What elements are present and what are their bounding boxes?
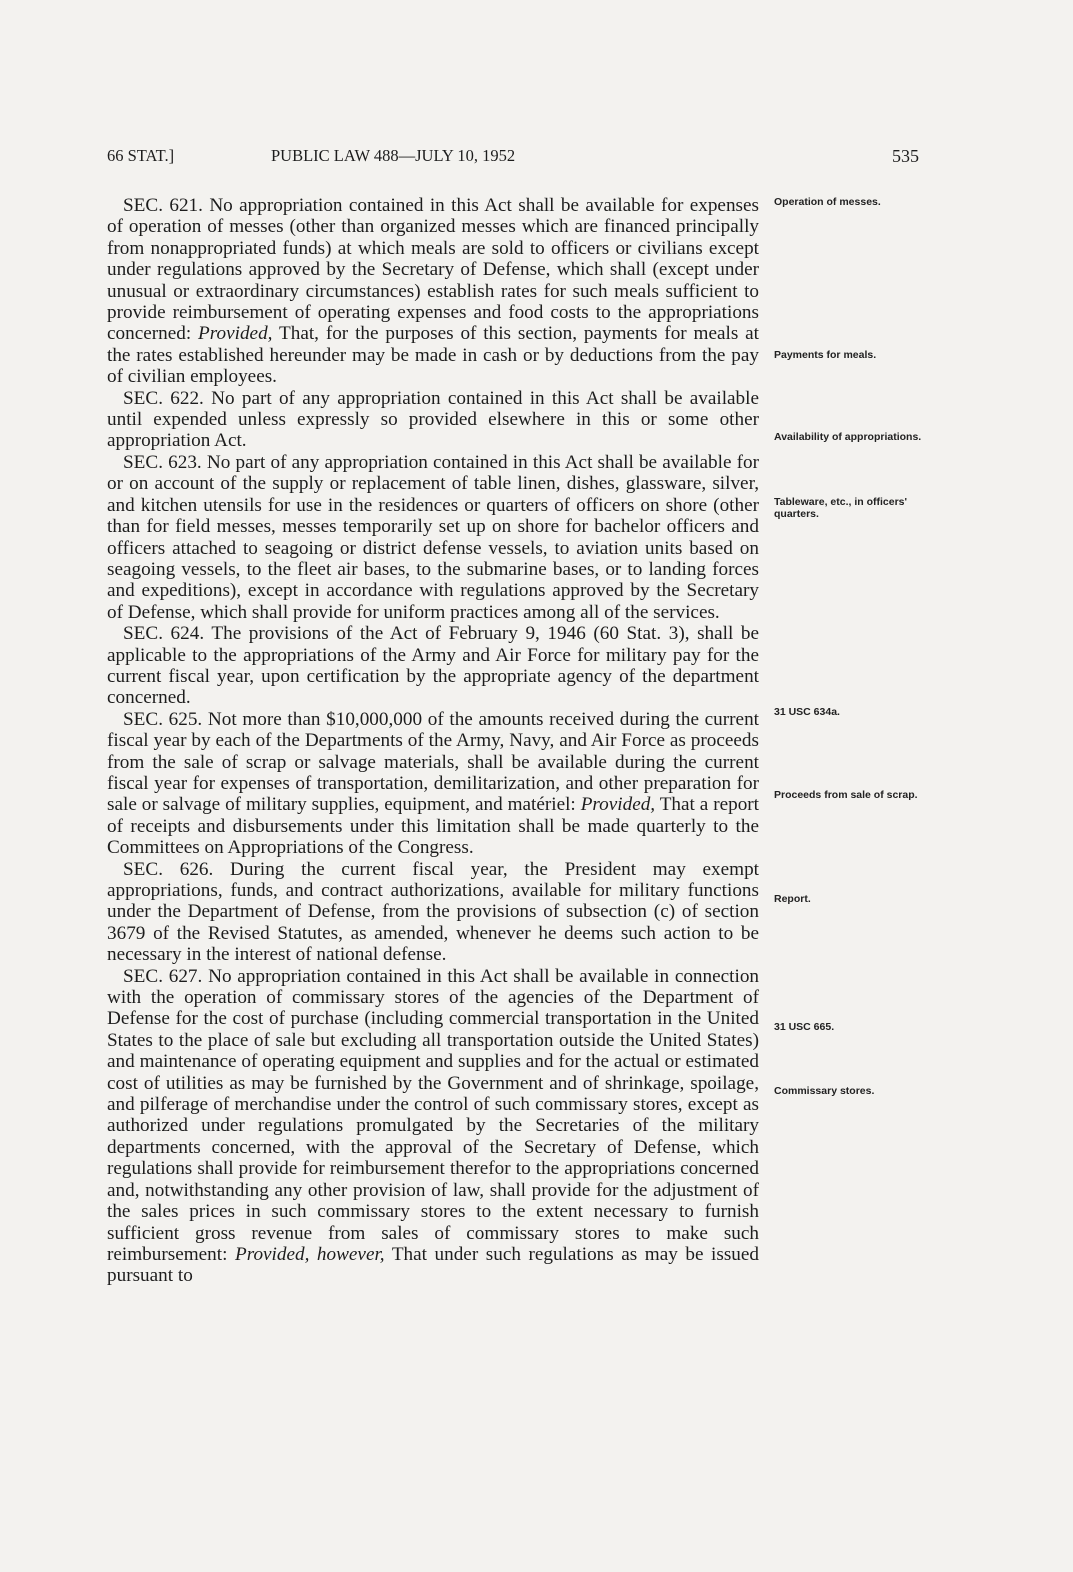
section-621 (107, 195, 759, 388)
margin-note-operation-of-messes: Operation of messes. (774, 196, 881, 208)
section-text-continued: That, for the purposes of this section, payments for meals at the rates established hereunder may be made in cash or by deductions from the pay of civilian employees. (107, 323, 760, 388)
section-italic: Provided, however, (234, 1243, 385, 1265)
margin-note-report: Report. (774, 893, 811, 905)
section-text: No part of any appropriation contained in this Act shall be available until expended unless expressly so provided elsewhere in this or some other appropriation Act. (107, 387, 759, 452)
margin-note-payments-for-meals: Payments for meals. (774, 349, 877, 361)
section-label: SEC. 625. (123, 708, 203, 730)
section-text: No appropriation contained in this Act shall be available for expenses of operation of messes (other than organized messes which are financed principally from nonappropriated funds) at which meals are sold to officers or civilians except under regulations approved by the Secretary of Defense, which shall (except under unusual or extraordinary circumstances) establish rates for such meals sufficient to provide reimbursement of operating expenses and food costs to the appropriations concerned: (107, 195, 759, 345)
section-label: SEC. 627. (123, 965, 203, 987)
section-text: During the current fiscal year, the President may exempt appropriations, funds, and contract authorizations, available for military functions under the Department of Defense, from the provisions of subsection (c) of section 3679 of the Revised Statutes, as amended, whenever he deems such action to be necessary in the interest of national defense. (107, 858, 759, 966)
section-622 (107, 388, 759, 452)
section-label: SEC. 622. (123, 387, 204, 409)
section-625 (107, 709, 759, 859)
section-624 (107, 623, 759, 709)
section-label: SEC. 624. (123, 623, 205, 645)
section-italic: Provided, (198, 323, 273, 345)
page-header (107, 146, 919, 170)
margin-note-31-usc-634a: 31 USC 634a. (774, 706, 840, 718)
section-text: No appropriation contained in this Act shall be available in connection with the operation of commissary stores of the agencies of the Department of Defense for the cost of purchase (including commercial transportation in the United States to the place of sale but excluding all transportation outside the United States) and maintenance of operating equipment and supplies and for the actual or estimated cost of utilities as may be furnished by the Government and of shrinkage, spoilage, and pilferage of merchandise under the control of such commissary stores, except as authorized under regulations promulgated by the Secretaries of the military departments concerned, with the approval of the Secretary of Defense, which regulations shall provide for reimbursement therefor to the appropriations concerned and, notwithstanding any other provision of law, shall provide for the adjustment of the sales prices in such commissary stores to the extent necessary to furnish sufficient gross revenue from sales of commissary stores to make such reimbursement: (107, 965, 760, 1265)
header-title: PUBLIC LAW 488—JULY 10, 1952 (271, 146, 516, 165)
section-626 (107, 859, 759, 966)
section-text: No part of any appropriation contained in this Act shall be available for or on account of the supply or replacement of table linen, dishes, glassware, silver, and kitchen utensils for use in the residences or quarters of officers on shore (other than for field messes, messes temporarily set up on shore for bachelor officers and officers attached to seagoing or district defense vessels, to aviation units based on seagoing vessels, to the fleet air bases, to the submarine bases, or to landing forces and expeditions), except in accordance with regulations approved by the Secretary of Defense, which shall provide for uniform practices among all of the services. (107, 451, 760, 623)
section-label: SEC. 623. (123, 451, 202, 473)
margin-note-31-usc-665: 31 USC 665. (774, 1021, 835, 1033)
section-label: SEC. 621. (123, 195, 203, 216)
margin-note-commissary-stores: Commissary stores. (774, 1085, 875, 1097)
section-text-continued: That under such regulations as may be issued pursuant to (107, 1243, 760, 1287)
header-volume: 66 STAT.] (107, 146, 175, 165)
section-627 (107, 966, 759, 1287)
margin-note-tableware: Tableware, etc., in officers' quarters. (774, 496, 908, 520)
section-label: SEC. 626. (123, 858, 214, 880)
section-623 (107, 452, 759, 623)
section-text-continued: That a report of receipts and disbursements under this limitation shall be made quarterly to the Committees on Appropriations of the Congress. (107, 794, 760, 859)
margin-note-proceeds-from-scrap: Proceeds from sale of scrap. (774, 789, 918, 801)
section-text: The provisions of the Act of February 9, 1946 (60 Stat. 3), shall be applicable to the appropriations of the Army and Air Force for military pay for the current fiscal year, upon certification by the appropriate agency of the department concerned. (107, 623, 759, 709)
statute-body (107, 195, 759, 1287)
margin-note-availability: Availability of appropriations. (774, 431, 922, 443)
page-number: 535 (892, 146, 919, 166)
section-text: Not more than $10,000,000 of the amounts received during the current fiscal year by each of the Departments of the Army, Navy, and Air Force as proceeds from the sale of scrap or salvage materials, shall be available during the current fiscal year for expenses of transportation, demilitarization, and other preparation for sale or salvage of military supplies, equipment, and matériel: (107, 708, 759, 816)
section-italic: Provided, (580, 794, 656, 816)
